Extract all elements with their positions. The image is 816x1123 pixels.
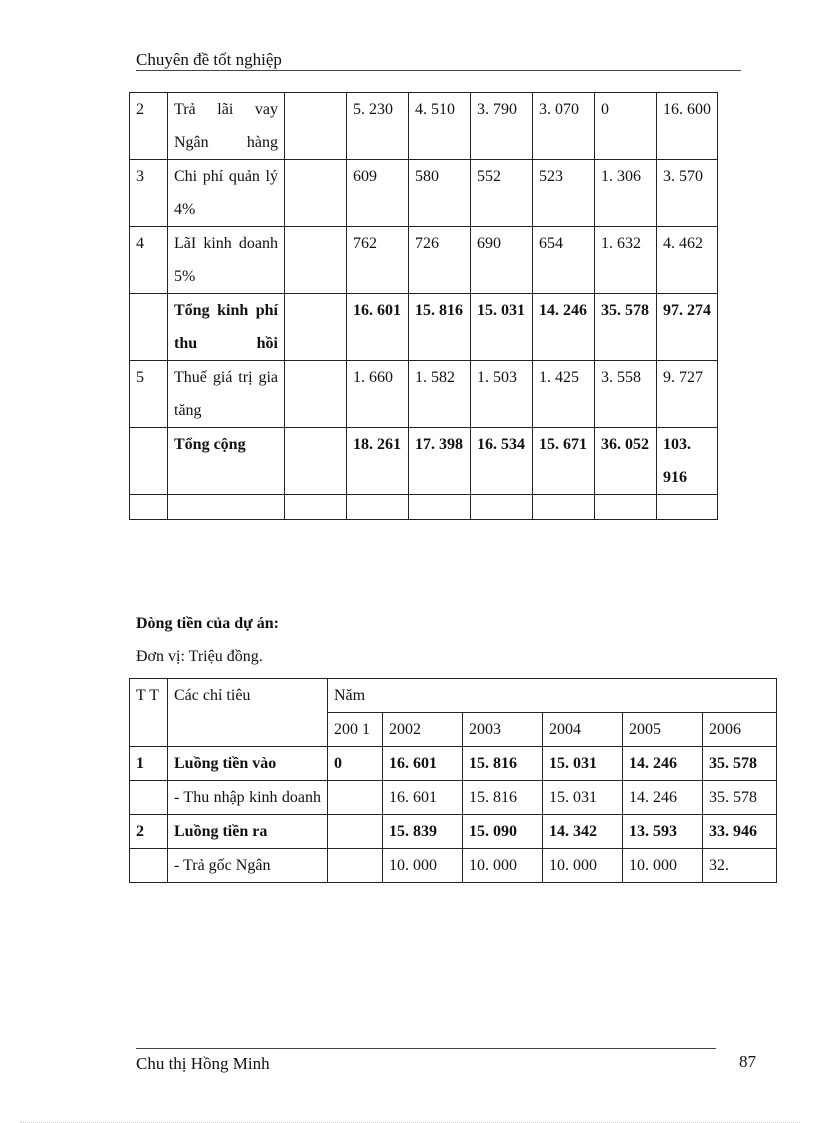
empty-cell [347,495,409,520]
row-number: 5 [130,361,168,428]
cost-recovery-table [129,92,718,520]
value-cell: 10. 000 [463,849,543,883]
value-cell: 654 [533,227,595,294]
value-cell: 3. 070 [533,93,595,160]
year-header: 2003 [463,713,543,747]
row-number [130,781,168,815]
row-label: Chi phí quản lý 4% [168,160,285,227]
value-cell: 10. 000 [383,849,463,883]
value-cell: 15. 816 [463,781,543,815]
year-group-header: Năm [328,679,777,713]
value-cell: 18. 261 [347,428,409,495]
value-cell: 35. 578 [703,747,777,781]
value-cell: 15. 671 [533,428,595,495]
value-cell [328,815,383,849]
value-cell: 14. 246 [533,294,595,361]
value-cell: 3. 558 [595,361,657,428]
empty-row [130,495,718,520]
value-cell: 16. 534 [471,428,533,495]
value-cell: 1. 632 [595,227,657,294]
table-row [130,227,718,294]
value-cell: 552 [471,160,533,227]
empty-cell [595,495,657,520]
blank-cell [285,428,347,495]
table-row [130,294,718,361]
row-number: 2 [130,93,168,160]
blank-cell [285,93,347,160]
blank-cell [285,294,347,361]
table-row [130,781,777,815]
value-cell: 15. 090 [463,815,543,849]
row-label: Luồng tiền vào [168,747,328,781]
row-label: Tổng cộng [168,428,285,495]
value-cell: 14. 246 [623,747,703,781]
value-cell: 35. 578 [703,781,777,815]
header-row [130,679,777,713]
value-cell: 97. 274 [657,294,718,361]
cash-flow-table [129,678,777,883]
table-row [130,747,777,781]
empty-cell [471,495,533,520]
section-title: Dòng tiền của dự án: [136,615,279,632]
row-number: 2 [130,815,168,849]
value-cell: 1. 425 [533,361,595,428]
row-number [130,428,168,495]
value-cell: 4. 510 [409,93,471,160]
page-number: 87 [739,1052,756,1071]
value-cell: 10. 000 [543,849,623,883]
value-cell: 726 [409,227,471,294]
row-label: Tổng kinh phí thu hồi [168,294,285,361]
blank-cell [285,160,347,227]
value-cell: 609 [347,160,409,227]
empty-cell [168,495,285,520]
value-cell: 1. 306 [595,160,657,227]
year-header: 2004 [543,713,623,747]
value-cell: 3. 570 [657,160,718,227]
table-row [130,93,718,160]
blank-cell [285,227,347,294]
blank-cell [285,361,347,428]
row-number: 3 [130,160,168,227]
row-number [130,849,168,883]
value-cell: 32. [703,849,777,883]
value-cell: 14. 342 [543,815,623,849]
row-label: - Thu nhập kinh doanh [168,781,328,815]
page-header-title: Chuyên đề tốt nghiệp [136,50,282,69]
value-cell: 523 [533,160,595,227]
value-cell: 16. 600 [657,93,718,160]
year-header: 2005 [623,713,703,747]
value-cell: 10. 000 [623,849,703,883]
indicator-header: Các chỉ tiêu [168,679,328,747]
row-number: 1 [130,747,168,781]
row-label: Trả lãi vay Ngân hàng [168,93,285,160]
value-cell [328,781,383,815]
value-cell: 0 [595,93,657,160]
value-cell: 690 [471,227,533,294]
empty-cell [409,495,471,520]
value-cell: 15. 031 [543,781,623,815]
header-rule [136,70,741,71]
value-cell: 0 [328,747,383,781]
row-label: LãI kinh doanh 5% [168,227,285,294]
year-header: 2006 [703,713,777,747]
row-label: Luồng tiền ra [168,815,328,849]
row-label: - Trả gốc Ngân [168,849,328,883]
value-cell: 1. 503 [471,361,533,428]
footer-author: Chu thị Hồng Minh [136,1054,270,1073]
value-cell: 580 [409,160,471,227]
row-number: 4 [130,227,168,294]
empty-cell [533,495,595,520]
value-cell: 1. 660 [347,361,409,428]
empty-cell [657,495,718,520]
value-cell: 14. 246 [623,781,703,815]
value-cell: 15. 816 [409,294,471,361]
value-cell: 16. 601 [347,294,409,361]
year-header: 200 1 [328,713,383,747]
value-cell: 103. 916 [657,428,718,495]
value-cell [328,849,383,883]
table-row [130,361,718,428]
empty-cell [285,495,347,520]
table-row [130,160,718,227]
tt-header: T T [130,679,168,747]
year-header: 2002 [383,713,463,747]
value-cell: 17. 398 [409,428,471,495]
value-cell: 16. 601 [383,781,463,815]
table-row [130,815,777,849]
table-row [130,428,718,495]
value-cell: 13. 593 [623,815,703,849]
value-cell: 5. 230 [347,93,409,160]
value-cell: 15. 031 [543,747,623,781]
row-number [130,294,168,361]
value-cell: 15. 031 [471,294,533,361]
value-cell: 3. 790 [471,93,533,160]
value-cell: 1. 582 [409,361,471,428]
footer-rule [136,1048,716,1049]
value-cell: 762 [347,227,409,294]
unit-line: Đơn vị: Triệu đồng. [136,648,263,665]
value-cell: 15. 816 [463,747,543,781]
value-cell: 16. 601 [383,747,463,781]
value-cell: 9. 727 [657,361,718,428]
empty-cell [130,495,168,520]
value-cell: 15. 839 [383,815,463,849]
value-cell: 35. 578 [595,294,657,361]
row-label: Thuế giá trị gia tăng [168,361,285,428]
value-cell: 36. 052 [595,428,657,495]
value-cell: 33. 946 [703,815,777,849]
table-row [130,849,777,883]
value-cell: 4. 462 [657,227,718,294]
